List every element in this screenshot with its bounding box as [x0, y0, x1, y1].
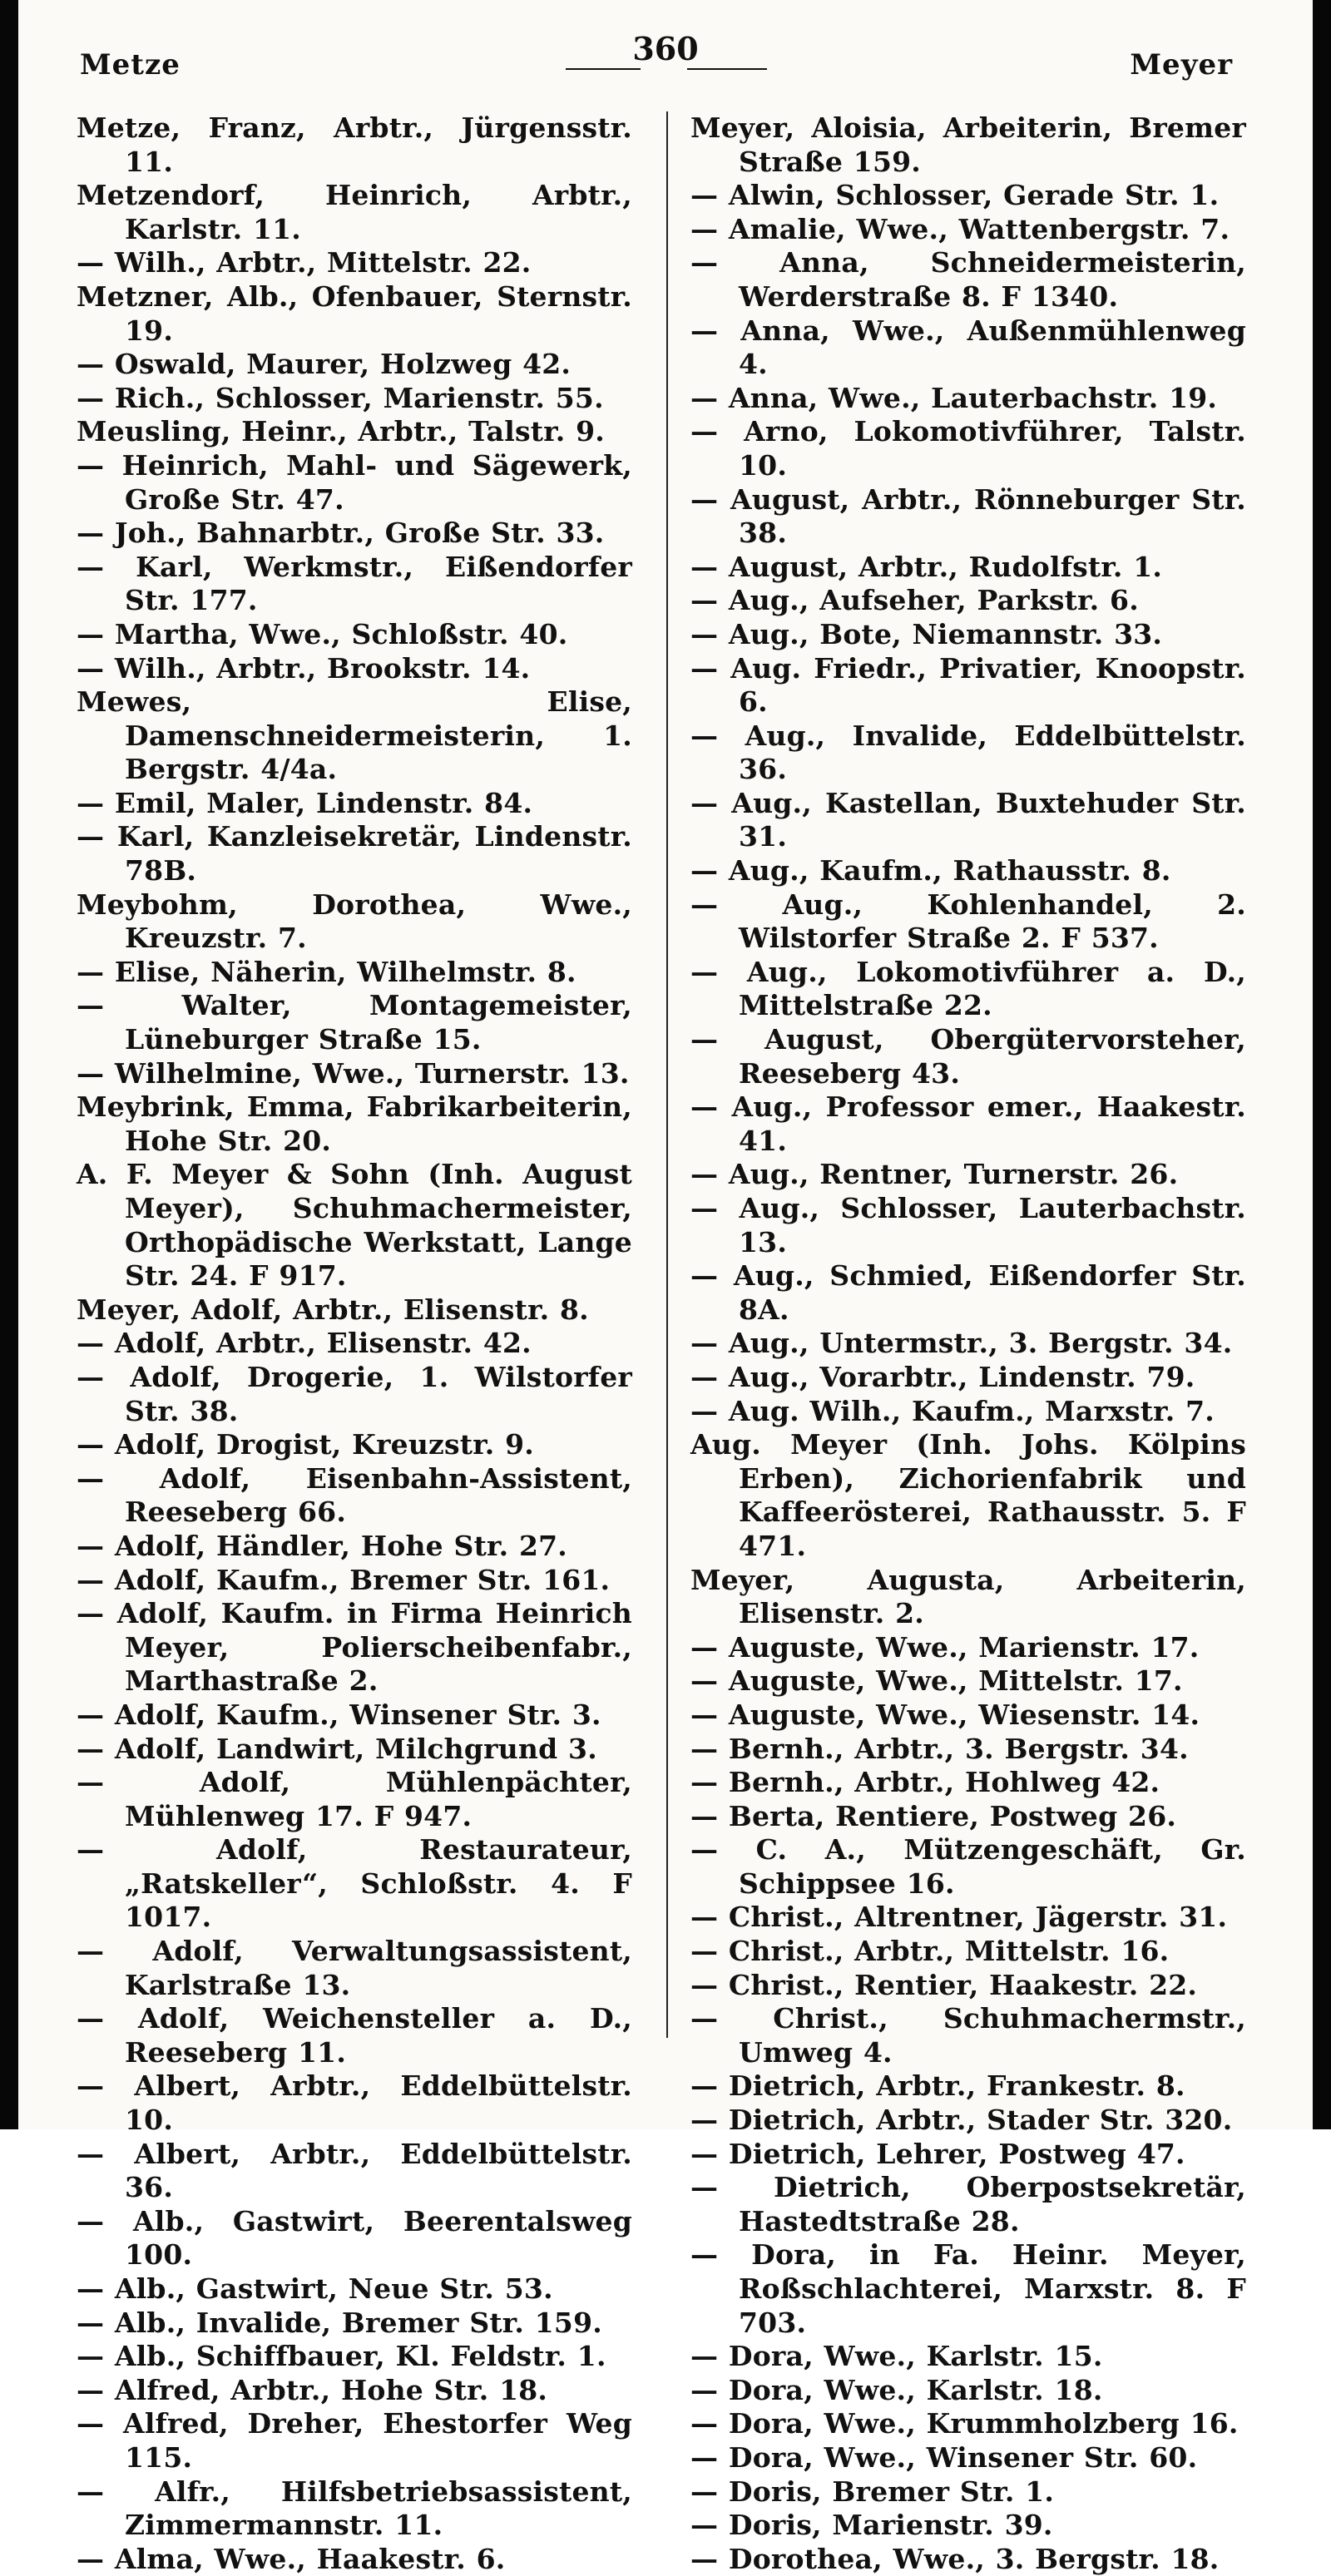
directory-entry: — Anna, Wwe., Lauterbachstr. 19. — [690, 381, 1218, 414]
directory-entry: — Aug., Invalide, Eddelbüttelstr. 36. — [690, 719, 1246, 786]
directory-entry: Meybrink, Emma, Fabrikarbeiterin, Hohe Str. 20. — [77, 1090, 632, 1157]
directory-entry: — August, Arbtr., Rönneburger Str. 38. — [690, 482, 1246, 550]
directory-entry: — Adolf, Kaufm., Winsener Str. 3. — [77, 1698, 601, 1731]
directory-entry: — Auguste, Wwe., Marienstr. 17. — [690, 1630, 1200, 1664]
running-head-right: Meyer — [1130, 48, 1233, 82]
directory-entry: Aug. Meyer (Inh. Johs. Kölpins Erben), Zichorienfabrik und Kaffeerösterei, Rathausstr. 5. F 471. — [690, 1428, 1246, 1562]
directory-entry: — Oswald, Maurer, Holzweg 42. — [77, 348, 571, 381]
directory-entry: — Aug., Kohlenhandel, 2. Wilstorfer Straße 2. F 537. — [690, 888, 1246, 955]
directory-entry: — Aug., Kaufm., Rathausstr. 8. — [690, 854, 1171, 888]
directory-entry: — Alfred, Dreher, Ehestorfer Weg 115. — [77, 2407, 632, 2474]
directory-entry: — Alb., Schiffbauer, Kl. Feldstr. 1. — [77, 2340, 606, 2373]
running-head-left: Metze — [80, 48, 181, 82]
directory-entry: — Dora, in Fa. Heinr. Meyer, Roßschlachterei, Marxstr. 8. F 703. — [690, 2238, 1246, 2339]
directory-entry: — Albert, Arbtr., Eddelbüttelstr. 36. — [77, 2137, 632, 2204]
directory-entry: — Adolf, Weichensteller a. D., Reeseberg 11. — [77, 2002, 632, 2069]
directory-entry: — Adolf, Drogerie, 1. Wilstorfer Str. 38. — [77, 1360, 632, 1427]
left-column — [77, 111, 632, 2576]
directory-entry: — Aug., Rentner, Turnerstr. 26. — [690, 1158, 1179, 1191]
directory-entry: — Auguste, Wwe., Wiesenstr. 14. — [690, 1698, 1200, 1731]
directory-columns — [77, 111, 1246, 2576]
directory-entry: — Adolf, Kaufm. in Firma Heinrich Meyer, Polierscheibenfabr., Marthastraße 2. — [77, 1597, 632, 1698]
directory-entry: — August, Obergütervorsteher, Reeseberg 43. — [690, 1023, 1246, 1090]
scan-edge-right — [1313, 0, 1331, 2129]
directory-entry: — Dora, Wwe., Karlstr. 15. — [690, 2340, 1103, 2373]
directory-entry: — Wilh., Arbtr., Brookstr. 14. — [77, 651, 531, 685]
directory-entry: Meusling, Heinr., Arbtr., Talstr. 9. — [77, 415, 605, 448]
directory-entry: — Dorothea, Wwe., 3. Bergstr. 18. — [690, 2542, 1220, 2575]
directory-entry: — Heinrich, Mahl- und Sägewerk, Große Str. 47. — [77, 448, 632, 516]
directory-entry: Metzner, Alb., Ofenbauer, Sternstr. 19. — [77, 279, 632, 347]
directory-entry: Meybohm, Dorothea, Wwe., Kreuzstr. 7. — [77, 888, 632, 955]
directory-entry: — Aug., Kastellan, Buxtehuder Str. 31. — [690, 786, 1246, 853]
directory-entry: — Rich., Schlosser, Marienstr. 55. — [77, 381, 604, 414]
directory-entry: — Dora, Wwe., Karlstr. 18. — [690, 2373, 1103, 2406]
header-rule-left — [566, 68, 641, 70]
directory-entry: — Anna, Wwe., Außenmühlenweg 4. — [690, 314, 1246, 381]
directory-entry: — Walter, Montagemeister, Lüneburger Straße 15. — [77, 989, 632, 1056]
directory-entry: — C. A., Mützengeschäft, Gr. Schippsee 16. — [690, 1833, 1246, 1900]
directory-entry: — Aug., Schlosser, Lauterbachstr. 13. — [690, 1192, 1246, 1258]
directory-entry: — Christ., Altrentner, Jägerstr. 31. — [690, 1901, 1228, 1934]
directory-entry: — Doris, Marienstr. 39. — [690, 2509, 1053, 2542]
directory-entry: — Alfr., Hilfsbetriebsassistent, Zimmermannstr. 11. — [77, 2475, 632, 2542]
directory-entry: — Aug., Vorarbtr., Lindenstr. 79. — [690, 1360, 1195, 1393]
directory-entry: — Aug., Bote, Niemannstr. 33. — [690, 617, 1163, 650]
directory-entry: — Adolf, Arbtr., Elisenstr. 42. — [77, 1327, 532, 1360]
page-number: 360 — [632, 30, 699, 67]
directory-entry: — Dietrich, Oberpostsekretär, Hastedtstraße 28. — [690, 2171, 1246, 2237]
directory-entry: — Alb., Gastwirt, Neue Str. 53. — [77, 2272, 553, 2305]
directory-entry: — Aug., Aufseher, Parkstr. 6. — [690, 584, 1139, 617]
directory-entry: — Dietrich, Lehrer, Postweg 47. — [690, 2137, 1185, 2170]
directory-entry: — Aug., Professor emer., Haakestr. 41. — [690, 1090, 1246, 1157]
directory-entry: Metzendorf, Heinrich, Arbtr., Karlstr. 11. — [77, 179, 632, 245]
directory-entry: — Arno, Lokomotivführer, Talstr. 10. — [690, 415, 1246, 482]
header-rule-right — [687, 68, 767, 70]
directory-entry: — Adolf, Landwirt, Milchgrund 3. — [77, 1732, 597, 1765]
directory-entry: — Adolf, Kaufm., Bremer Str. 161. — [77, 1563, 611, 1596]
directory-entry: — Christ., Arbtr., Mittelstr. 16. — [690, 1935, 1170, 1968]
directory-entry: — Joh., Bahnarbtr., Große Str. 33. — [77, 517, 605, 550]
directory-entry: — Dietrich, Arbtr., Frankestr. 8. — [690, 2069, 1185, 2103]
directory-entry: — Christ., Rentier, Haakestr. 22. — [690, 1968, 1198, 2001]
directory-entry: — Adolf, Restaurateur, „Ratskeller“, Schloßstr. 4. F 1017. — [77, 1833, 632, 1934]
directory-entry: — Albert, Arbtr., Eddelbüttelstr. 10. — [77, 2069, 632, 2137]
directory-entry: Metze, Franz, Arbtr., Jürgensstr. 11. — [77, 111, 632, 178]
directory-entry: — Dora, Wwe., Krummholzberg 16. — [690, 2407, 1239, 2440]
directory-entry: — Bernh., Arbtr., Hohlweg 42. — [690, 1766, 1160, 1799]
directory-entry: — Adolf, Eisenbahn-Assistent, Reeseberg 66. — [77, 1461, 632, 1529]
directory-entry: — Alfred, Arbtr., Hohe Str. 18. — [77, 2373, 548, 2406]
directory-entry: — Christ., Schuhmachermstr., Umweg 4. — [690, 2002, 1246, 2069]
directory-entry: — Dietrich, Arbtr., Stader Str. 320. — [690, 2104, 1233, 2137]
directory-entry: — Doris, Bremer Str. 1. — [690, 2475, 1055, 2508]
directory-entry: — Emil, Maler, Lindenstr. 84. — [77, 786, 533, 819]
directory-entry: — Auguste, Wwe., Mittelstr. 17. — [690, 1664, 1183, 1698]
directory-entry: — Aug., Untermstr., 3. Bergstr. 34. — [690, 1327, 1233, 1360]
scan-edge-left — [0, 0, 18, 2129]
directory-entry: — Alb., Gastwirt, Beerentalsweg 100. — [77, 2204, 632, 2272]
directory-entry: — Alb., Invalide, Bremer Str. 159. — [77, 2306, 602, 2339]
directory-entry: — Alwin, Schlosser, Gerade Str. 1. — [690, 179, 1220, 212]
directory-entry: — Aug. Wilh., Kaufm., Marxstr. 7. — [690, 1394, 1215, 1427]
directory-entry: — Martha, Wwe., Schloßstr. 40. — [77, 617, 568, 650]
directory-entry: — Anna, Schneidermeisterin, Werderstraße 8. F 1340. — [690, 246, 1246, 313]
directory-entry: — Berta, Rentiere, Postweg 26. — [690, 1799, 1177, 1832]
directory-entry: — Adolf, Mühlenpächter, Mühlenweg 17. F 947. — [77, 1766, 632, 1832]
directory-entry: — Bernh., Arbtr., 3. Bergstr. 34. — [690, 1732, 1189, 1765]
directory-entry: Mewes, Elise, Damenschneidermeisterin, 1. Bergstr. 4/4a. — [77, 685, 632, 786]
directory-entry: — Aug. Friedr., Privatier, Knoopstr. 6. — [690, 651, 1246, 719]
directory-entry: — Dora, Wwe., Winsener Str. 60. — [690, 2440, 1198, 2474]
directory-entry: — August, Arbtr., Rudolfstr. 1. — [690, 550, 1163, 583]
directory-entry: Meyer, Adolf, Arbtr., Elisenstr. 8. — [77, 1293, 589, 1326]
directory-entry: — Adolf, Drogist, Kreuzstr. 9. — [77, 1428, 534, 1461]
directory-entry: — Wilhelmine, Wwe., Turnerstr. 13. — [77, 1056, 630, 1090]
directory-entry: — Karl, Kanzleisekretär, Lindenstr. 78B. — [77, 820, 632, 888]
right-column — [690, 111, 1246, 2576]
directory-entry: — Adolf, Verwaltungsassistent, Karlstraße 13. — [77, 1935, 632, 2001]
directory-entry: Meyer, Aloisia, Arbeiterin, Bremer Straße 159. — [690, 111, 1246, 178]
directory-entry: — Wilh., Arbtr., Mittelstr. 22. — [77, 246, 532, 279]
directory-entry: — Alma, Wwe., Haakestr. 6. — [77, 2542, 506, 2575]
directory-entry: — Aug., Schmied, Eißendorfer Str. 8A. — [690, 1259, 1246, 1326]
directory-entry: Meyer, Augusta, Arbeiterin, Elisenstr. 2. — [690, 1563, 1246, 1630]
directory-entry: — Elise, Näherin, Wilhelmstr. 8. — [77, 955, 576, 988]
directory-entry: — Aug., Lokomotivführer a. D., Mittelstraße 22. — [690, 955, 1246, 1022]
directory-entry: A. F. Meyer & Sohn (Inh. August Meyer), Schuhmachermeister, Orthopädische Werkstatt, Lange Str. 24. F 917. — [77, 1158, 632, 1293]
directory-entry: — Amalie, Wwe., Wattenbergstr. 7. — [690, 212, 1230, 245]
directory-entry: — Karl, Werkmstr., Eißendorfer Str. 177. — [77, 550, 632, 617]
directory-entry: — Adolf, Händler, Hohe Str. 27. — [77, 1529, 567, 1562]
